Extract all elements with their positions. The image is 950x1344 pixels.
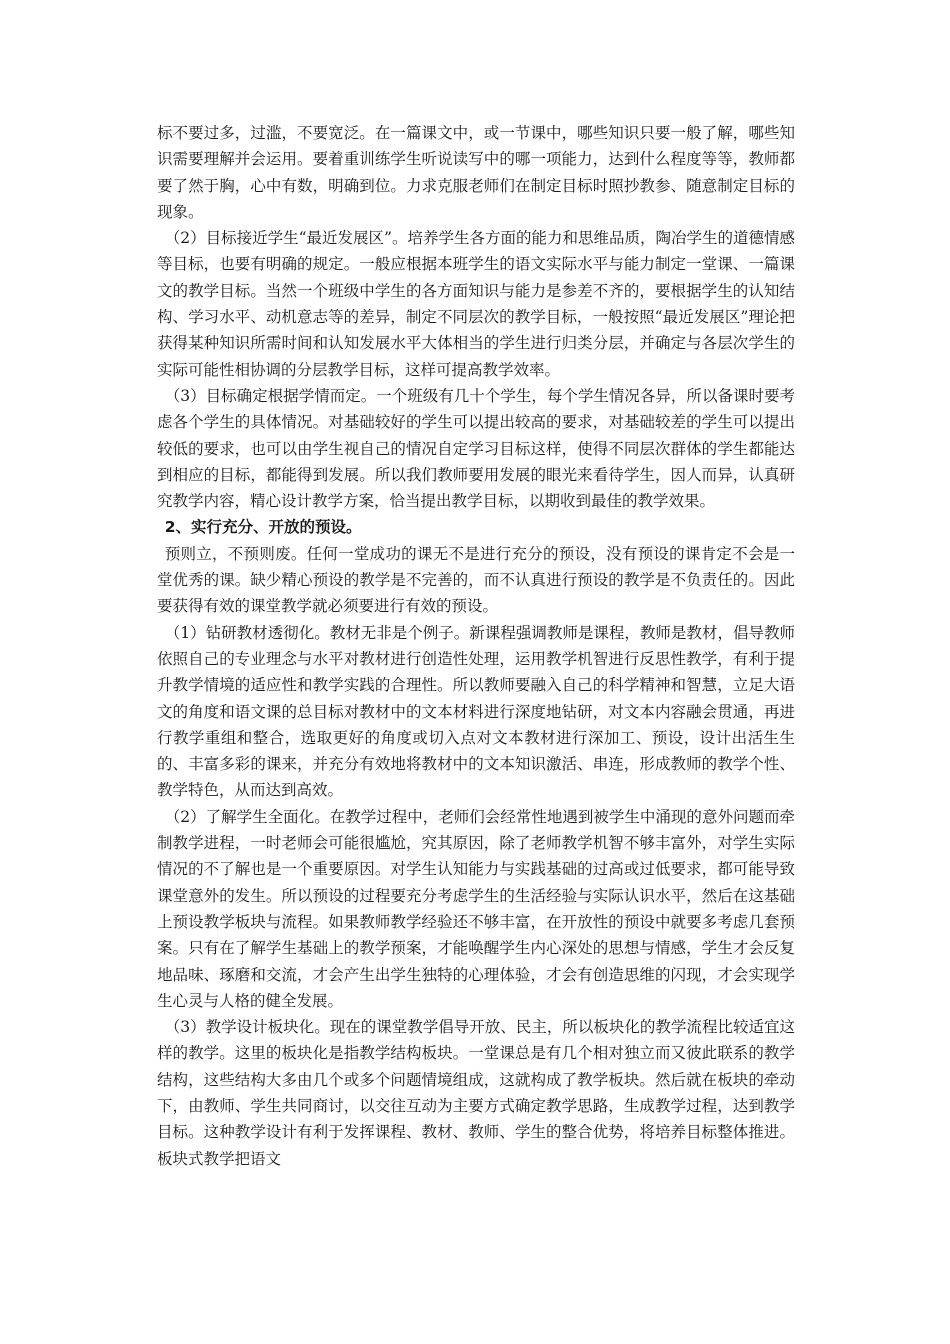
- section-heading-2: 2、实行充分、开放的预设。: [164, 518, 362, 537]
- paragraph-preset-intro: 预则立，不预则废。任何一堂成功的课无不是进行充分的预设，没有预设的课肯定不会是一堂优秀的课。缺少精心预设的教学是不完善的，而不认真进行预设的教学是不负责任的。因此要获得有效的课堂教学就必须要进行有效的预设。: [157, 544, 795, 616]
- paragraph-goal-continuation: 标不要过多，过滥，不要宽泛。在一篇课文中，或一节课中，哪些知识只要一般了解，哪些知识需要理解并会运用。要着重训练学生听说读写中的哪一项能力，达到什么程度等等，教师都要了然于胸，心中有数，明确到位。力求克服老师们在制定目标时照抄教参、随意制定目标的现象。: [157, 124, 795, 221]
- document-page: [157, 120, 795, 1172]
- paragraph-preset-1: （1）钻研教材透彻化。教材无非是个例子。新课程强调教师是课程，教师是教材，倡导教师依照自己的专业理念与水平对教材进行创造性处理，运用教学机智进行反思性教学，有利于提升教学情境的适应性和教学实践的合理性。所以教师要融入自己的科学精神和智慧，立足大语文的角度和语文课的总目标对教材中的文本材料进行深度地钻研，对文本内容融会贯通，再进行教学重组和整合，选取更好的角度或切入点对文本教材进行深加工、预设，设计出活生生的、丰富多彩的课来，并充分有效地将教材中的文本知识激活、串连，形成教师的教学个性、教学特色，从而达到高效。: [157, 623, 795, 800]
- paragraph-goal-3: （3）目标确定根据学情而定。一个班级有几十个学生，每个学生情况各异，所以备课时要考虑各个学生的具体情况。对基础较好的学生可以提出较高的要求，对基础较差的学生可以提出较低的要求，也可以由学生视自己的情况自定学习目标这样，使得不同层次群体的学生都能达到相应的目标，都能得到发展。所以我们教师要用发展的眼光来看待学生，因人而异，认真研究教学内容，精心设计教学方案，恰当提出教学目标，以期收到最佳的教学效果。: [157, 386, 795, 511]
- paragraph-preset-3: （3）教学设计板块化。现在的课堂教学倡导开放、民主，所以板块化的教学流程比较适宜这样的教学。这里的板块化是指教学结构板块。一堂课总是有几个相对独立而又彼此联系的教学结构，这些结构大多由几个或多个问题情境组成，这就构成了教学板块。然后就在板块的牵动下，由教师、学生共同商讨，以交往互动为主要方式确定教学思路，生成教学过程，达到教学目标。这种教学设计有利于发挥课程、教材、教师、学生的整合优势，将培养目标整体推进。板块式教学把语文: [157, 1018, 795, 1168]
- paragraph-goal-2: （2）目标接近学生“最近发展区”。培养学生各方面的能力和思维品质，陶冶学生的道德情感等目标，也要有明确的规定。一般应根据本班学生的语文实际水平与能力制定一堂课、一篇课文的教学目标。当然一个班级中学生的各方面知识与能力是参差不齐的，要根据学生的认知结构、学习水平、动机意志等的差异，制定不同层次的教学目标，一般按照“最近发展区”理论把获得某种知识所需时间和认知发展水平大体相当的学生进行归类分层，并确定与各层次学生的实际可能性相协调的分层教学目标，这样可提高教学效率。: [157, 229, 795, 379]
- paragraph-preset-2: （2）了解学生全面化。在教学过程中，老师们会经常性地遇到被学生中涌现的意外问题而牵制教学进程，一时老师会可能很尴尬，究其原因，除了老师教学机智不够丰富外，对学生实际情况的不了解也是一个重要原因。对学生认知能力与实践基础的过高或过低要求，都可能导致课堂意外的发生。所以预设的过程要充分考虑学生的生活经验与实际认识水平，然后在这基础上预设教学板块与流程。如果教师教学经验还不够丰富，在开放性的预设中就要多考虑几套预案。只有在了解学生基础上的教学预案，才能唤醒学生内心深处的思想与情感，学生才会反复地品味、琢磨和交流，才会产生出学生独特的心理体验，才会有创造思维的闪现，才会实现学生心灵与人格的健全发展。: [157, 807, 795, 1010]
